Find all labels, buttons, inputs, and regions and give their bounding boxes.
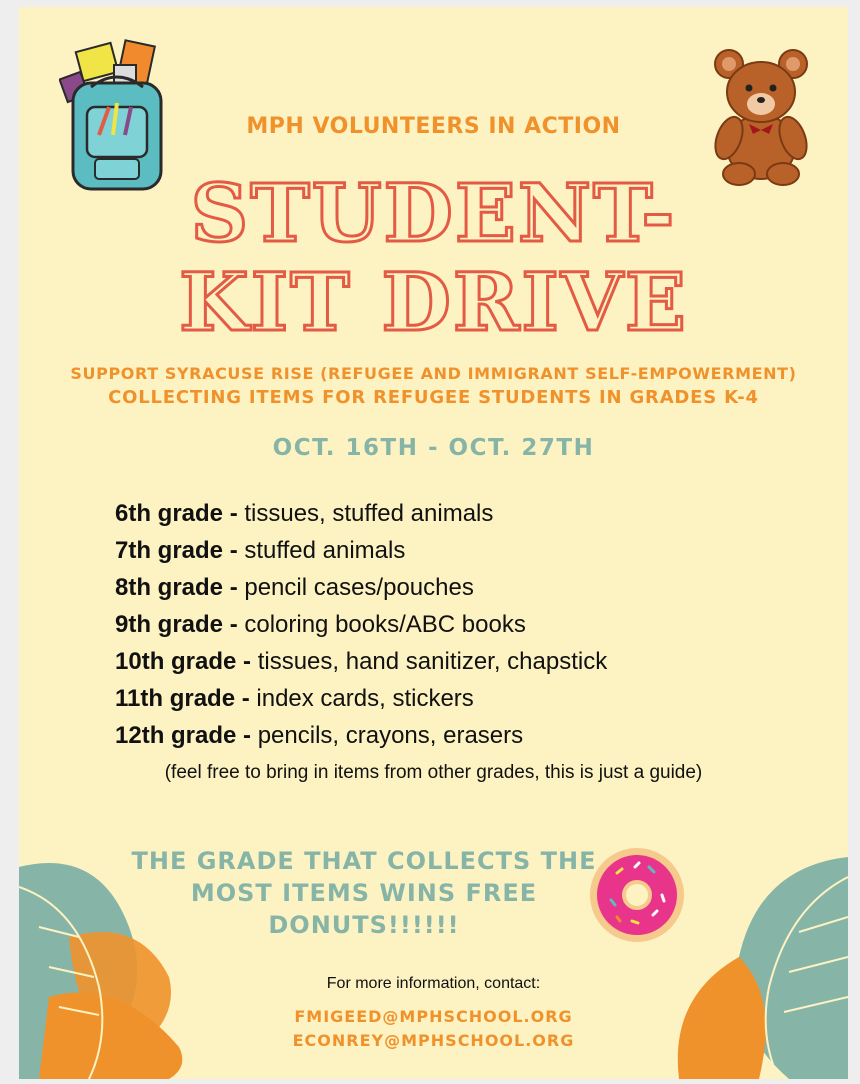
grade-row — [115, 569, 607, 606]
grade-row — [115, 680, 607, 717]
grade-label: 10th grade - — [115, 648, 252, 675]
grade-label: 9th grade - — [115, 611, 238, 638]
grade-label: 11th grade - — [115, 685, 250, 712]
grade-row — [115, 532, 607, 569]
drive-dates: OCT. 16TH - OCT. 27TH — [272, 435, 595, 461]
prize-announcement — [129, 845, 599, 941]
grade-items: coloring books/ABC books — [244, 611, 526, 638]
grade-items: stuffed animals — [244, 537, 406, 564]
donut-icon — [587, 845, 687, 945]
grade-label: 8th grade - — [115, 574, 238, 601]
grade-label: 7th grade - — [115, 537, 238, 564]
grades-note: (feel free to bring in items from other grades, this is just a guide) — [164, 762, 703, 783]
collecting-line: COLLECTING ITEMS FOR REFUGEE STUDENTS IN GRADES K-4 — [108, 387, 759, 408]
prize-line-2: MOST ITEMS WINS FREE — [190, 879, 538, 907]
grade-row — [115, 495, 607, 532]
grade-row — [115, 606, 607, 643]
header-title: MPH VOLUNTEERS IN ACTION — [246, 114, 621, 139]
prize-line-1: THE GRADE THAT COLLECTS THE — [131, 847, 597, 875]
poster — [19, 7, 848, 1079]
title-line-2: KIT DRIVE — [179, 255, 688, 349]
grade-items: pencils, crayons, erasers — [257, 722, 524, 749]
grade-items: pencil cases/pouches — [244, 574, 474, 601]
support-line: SUPPORT SYRACUSE RISE (REFUGEE AND IMMIGRANT SELF-EMPOWERMENT) — [70, 364, 797, 383]
contact-email[interactable]: ECONREY@MPHSCHOOL.ORG — [292, 1031, 575, 1050]
grade-row — [115, 717, 607, 754]
grade-list — [115, 495, 607, 754]
grade-label: 12th grade - — [115, 722, 252, 749]
prize-line-3: DONUTS!!!!!! — [268, 911, 460, 939]
grade-items: index cards, stickers — [256, 685, 474, 712]
contact-email[interactable]: FMIGEED@MPHSCHOOL.ORG — [294, 1007, 573, 1026]
grade-items: tissues, stuffed animals — [244, 500, 494, 527]
contact-label: For more information, contact: — [326, 975, 541, 992]
grade-label: 6th grade - — [115, 500, 238, 527]
title-line-1: STUDENT- — [190, 166, 677, 260]
grade-row — [115, 643, 607, 680]
grade-items: tissues, hand sanitizer, chapstick — [257, 648, 608, 675]
